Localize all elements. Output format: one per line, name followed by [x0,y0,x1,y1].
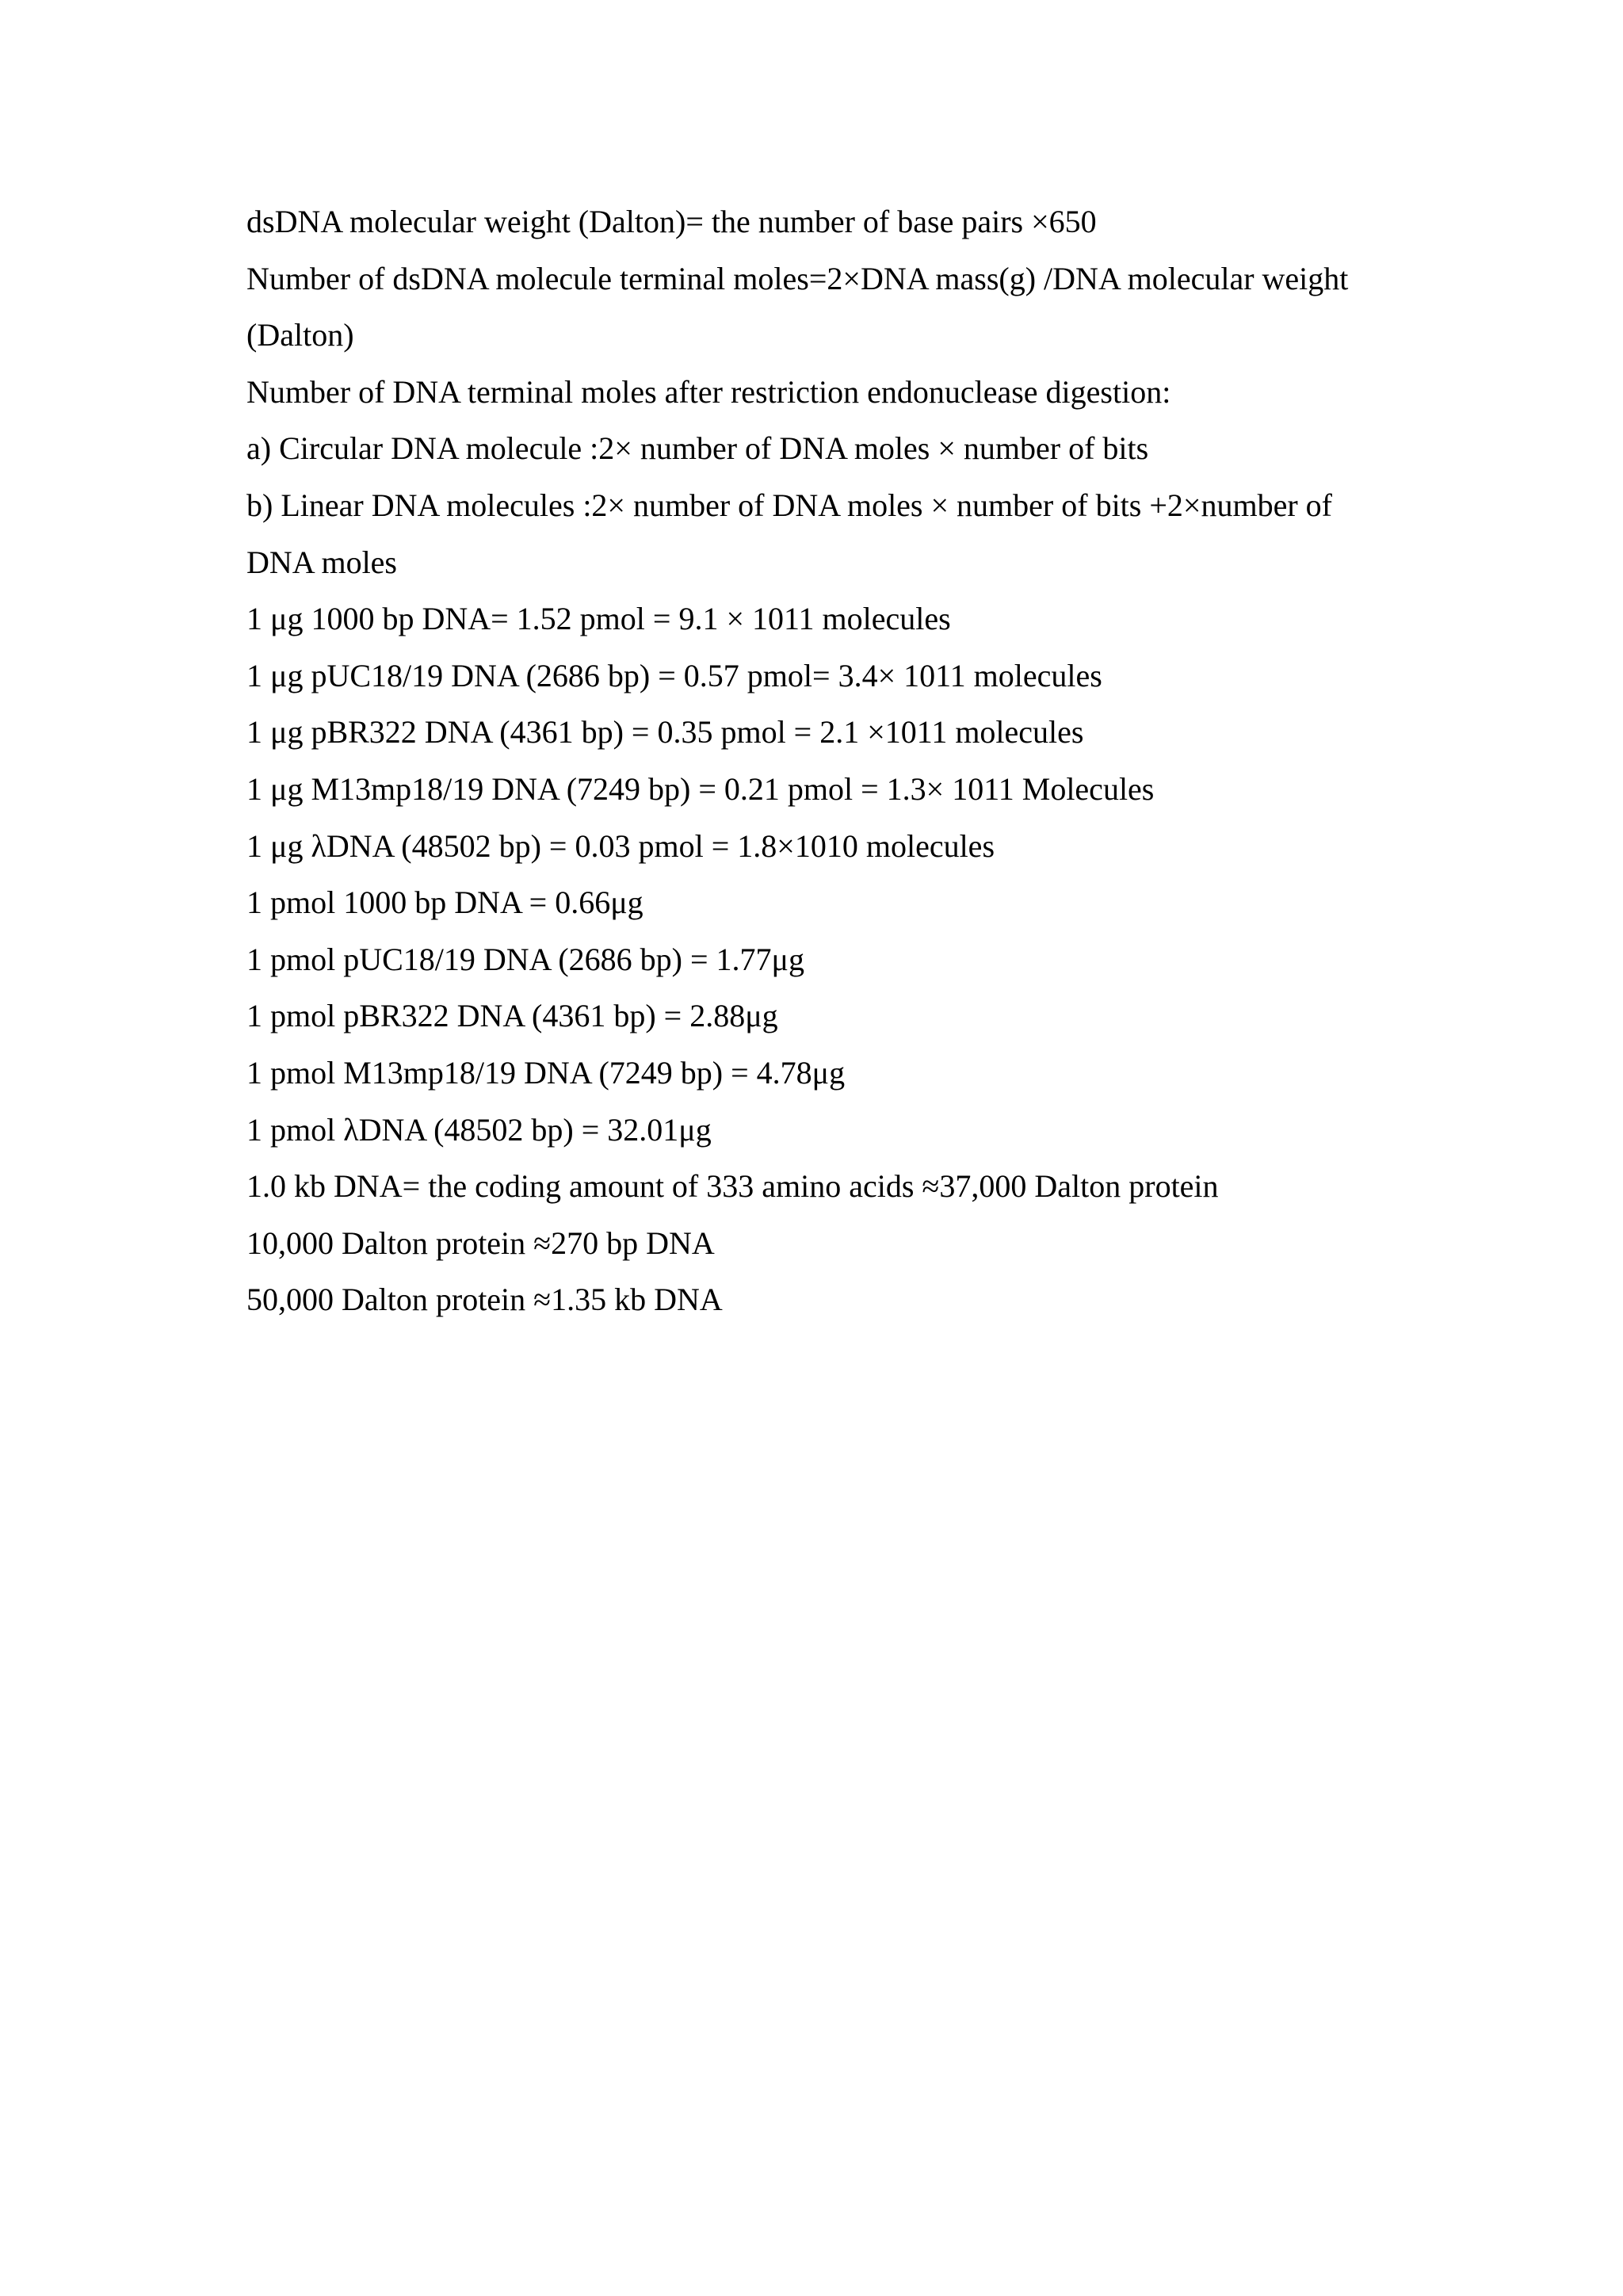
text-line-circular-dna: a) Circular DNA molecule :2× number of DNA moles × number of bits [246,430,1149,467]
text-line-10000-dalton: 10,000 Dalton protein ≈270 bp DNA [246,1224,715,1261]
text-line-50000-dalton: 50,000 Dalton protein ≈1.35 kb DNA [246,1282,723,1318]
text-line-pmol-lambda: 1 pmol λDNA (48502 bp) = 32.01μg [246,1111,712,1148]
text-line-ug-m13mp18: 1 μg M13mp18/19 DNA (7249 bp) = 0.21 pmol = 1.3× 1011 Molecules [246,770,1155,807]
text-line-pmol-pbr322: 1 pmol pBR322 DNA (4361 bp) = 2.88μg [246,998,778,1034]
text-line-dsdna-molecular-weight: dsDNA molecular weight (Dalton)= the number of base pairs ×650 [246,204,1097,239]
text-line-pmol-m13mp18: 1 pmol M13mp18/19 DNA (7249 bp) = 4.78μg [246,1054,846,1091]
text-line-terminal-moles: Number of dsDNA molecule terminal moles=2×DNA mass(g) /DNA molecular weight [246,260,1349,296]
document-body [246,193,1403,1328]
text-line-ug-lambda: 1 μg λDNA (48502 bp) = 0.03 pmol = 1.8×1010 molecules [246,827,995,864]
text-line-ug-1000bp: 1 μg 1000 bp DNA= 1.52 pmol = 9.1 × 1011 molecules [246,601,951,637]
text-line-digestion-heading: Number of DNA terminal moles after restriction endonuclease digestion: [246,373,1171,410]
text-line-linear-dna: b) Linear DNA molecules :2× number of DNA moles × number of bits +2×number of [246,487,1332,523]
text-line-pmol-1000bp: 1 pmol 1000 bp DNA = 0.66μg [246,884,643,921]
text-line-kb-coding: 1.0 kb DNA= the coding amount of 333 amino acids ≈37,000 Dalton protein [246,1168,1219,1205]
text-line-ug-puc18: 1 μg pUC18/19 DNA (2686 bp) = 0.57 pmol= 3.4× 1011 molecules [246,657,1102,693]
text-line-ug-pbr322: 1 μg pBR322 DNA (4361 bp) = 0.35 pmol = 2.1 ×1011 molecules [246,714,1084,751]
text-line-linear-dna-cont: DNA moles [246,544,397,580]
text-line-terminal-moles-cont: (Dalton) [246,317,354,353]
text-line-pmol-puc18: 1 pmol pUC18/19 DNA (2686 bp) = 1.77μg [246,941,805,977]
